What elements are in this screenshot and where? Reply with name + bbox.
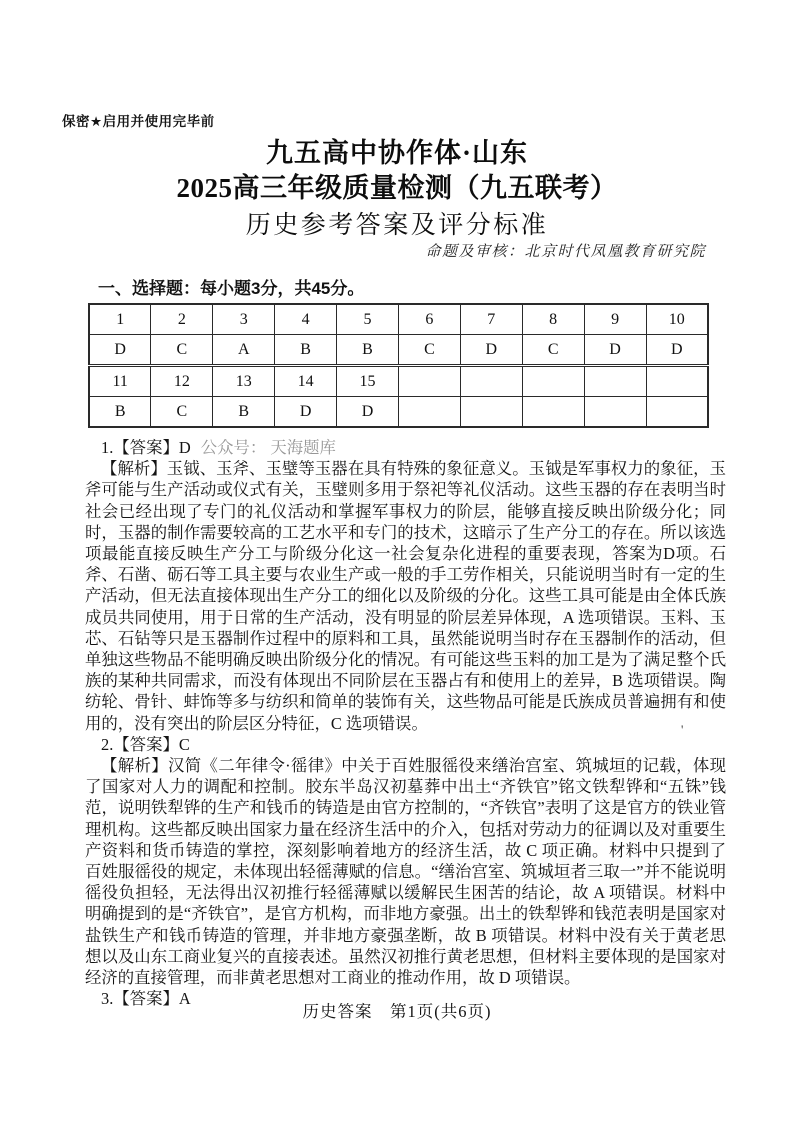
- table-row-answers-2: [89, 397, 708, 428]
- question-number-cell: 7: [460, 304, 522, 335]
- answer-cell: D: [89, 335, 151, 366]
- answer-2-label: 2.【答案】C: [101, 734, 190, 754]
- question-number-cell: 14: [275, 366, 337, 397]
- answer-cell: B: [89, 397, 151, 428]
- question-number-cell: 9: [584, 304, 646, 335]
- answer-table: [88, 303, 709, 428]
- exam-name-title: 2025高三年级质量检测（九五联考）: [176, 173, 618, 203]
- answer-cell: B: [213, 397, 275, 428]
- question-number-cell: 10: [646, 304, 708, 335]
- confidential-notice: 保密★启用并使用完毕前: [62, 114, 215, 129]
- answer-cell: B: [275, 335, 337, 366]
- question-number-cell: 5: [337, 304, 399, 335]
- answer-cell: C: [151, 397, 213, 428]
- answer-cell: B: [337, 335, 399, 366]
- answer-1-label: 1.【答案】D: [101, 438, 191, 457]
- section-heading: 一、选择题：每小题3分，共45分。: [98, 279, 365, 298]
- exam-organization-title: 九五高中协作体·山东: [265, 138, 528, 168]
- table-row-question-numbers-2: [89, 366, 708, 397]
- question-number-cell: 2: [151, 304, 213, 335]
- question-number-cell: 4: [275, 304, 337, 335]
- answer-cell: D: [275, 397, 337, 428]
- question-number-cell: 12: [151, 366, 213, 397]
- answer-cell: C: [522, 335, 584, 366]
- empty-cell: [584, 366, 646, 397]
- answer-cell: C: [151, 335, 213, 366]
- table-row-answers-1: [89, 335, 708, 366]
- answer-cell: C: [398, 335, 460, 366]
- table-row-question-numbers-1: [89, 304, 708, 335]
- scan-artifact-mark: ': [681, 722, 684, 737]
- answer-explanations: [85, 437, 726, 1009]
- page-footer: 历史答案 第1页(共6页): [302, 1002, 492, 1021]
- question-number-cell: 1: [89, 304, 151, 335]
- answer-3-label: 3.【答案】A: [101, 989, 191, 1009]
- question-number-cell: 15: [337, 366, 399, 397]
- answer-1-analysis: 【解析】玉钺、玉斧、玉璧等玉器在具有特殊的象征意义。玉钺是军事权力的象征，玉斧可能与生产活动或仪式有关，玉璧则多用于祭祀等礼仪活动。这些玉器的存在表明当时社会已经出现了专门的礼仪活动和掌握军事权力的阶层，能够直接反映出阶级分化；同时，玉器的制作需要较高的工艺水平和专门的技术，这暗示了生产分工的存在。所以该选项最能直接反映生产分工与阶级分化这一社会复杂化进程的重要表现，答案为D项。石斧、石凿、砺石等工具主要与农业生产或一般的手工劳作相关，只能说明当时有一定的生产活动，但无法直接体现出生产分工的细化以及阶级的分化。这些工具可能是由全体氏族成员共同使用，用于日常的生产活动，没有明显的阶层差异体现，A 选项错误。玉料、玉芯、石钻等只是玉器制作过程中的原料和工具，虽然能说明当时存在玉器制作的活动，但单独这些物品不能明确反映出阶级分化的情况。有可能这些玉料的加工是为了满足整个氏族的某种共同需求，而没有体现出不同阶层在玉器占有和使用上的差异，B 选项错误。陶纺轮、骨针、蚌饰等多与纺织和简单的装饰有关，这些物品可能是氏族成员普遍拥有和使用的，没有突出的阶层区分特征，C 选项错误。: [85, 459, 726, 733]
- answer-key-title: 历史参考答案及评分标准: [245, 212, 549, 239]
- empty-cell: [398, 366, 460, 397]
- answer-cell: D: [584, 335, 646, 366]
- answer-cell: D: [646, 335, 708, 366]
- answer-2-analysis: 【解析】汉简《二年律令·徭律》中关于百姓服徭役来缮治宫室、筑城垣的记载，体现了国家对人力的调配和控制。胶东半岛汉初墓葬中出土“齐铁官”铭文铁犁铧和“五铢”钱范，说明铁犁铧的生产和钱币的铸造是由官方控制的，“齐铁官”表明了这是官方的铁业管理机构。这些都反映出国家力量在经济生活中的介入，包括对劳动力的征调以及对重要生产资料和货币铸造的掌控，深刻影响着地方的经济生活，故 C 项正确。材料中只提到了百姓服徭役的规定，未体现出轻徭薄赋的信息。“缮治宫室、筑城垣者三取一”并不能说明徭役负担轻，无法得出汉初推行轻徭薄赋以缓解民生困苦的结论，故 A 项错误。材料中明确提到的是“齐铁官”，是官方机构，而非地方豪强。出土的铁犁铧和钱范表明是国家对盐铁生产和钱币铸造的管理，并非地方豪强垄断，故 B 项错误。材料中没有关于黄老思想以及山东工商业复兴的直接表述。虽然汉初推行黄老思想，但材料主要体现的是国家对经济的直接管理，而非黄老思想对工商业的推动作用，故 D 项错误。: [85, 756, 726, 988]
- answer-cell: D: [337, 397, 399, 428]
- empty-cell: [522, 366, 584, 397]
- byline: 命题及审核：北京时代凤凰教育研究院: [425, 244, 706, 260]
- question-number-cell: 11: [89, 366, 151, 397]
- question-number-cell: 13: [213, 366, 275, 397]
- question-number-cell: 3: [213, 304, 275, 335]
- empty-cell: [398, 397, 460, 428]
- watermark-text: 公众号： 天海题库: [200, 438, 336, 457]
- empty-cell: [460, 366, 522, 397]
- empty-cell: [584, 397, 646, 428]
- empty-cell: [646, 366, 708, 397]
- empty-cell: [522, 397, 584, 428]
- answer-1-line: [85, 437, 726, 458]
- empty-cell: [646, 397, 708, 428]
- question-number-cell: 6: [398, 304, 460, 335]
- answer-cell: D: [460, 335, 522, 366]
- empty-cell: [460, 397, 522, 428]
- question-number-cell: 8: [522, 304, 584, 335]
- answer-cell: A: [213, 335, 275, 366]
